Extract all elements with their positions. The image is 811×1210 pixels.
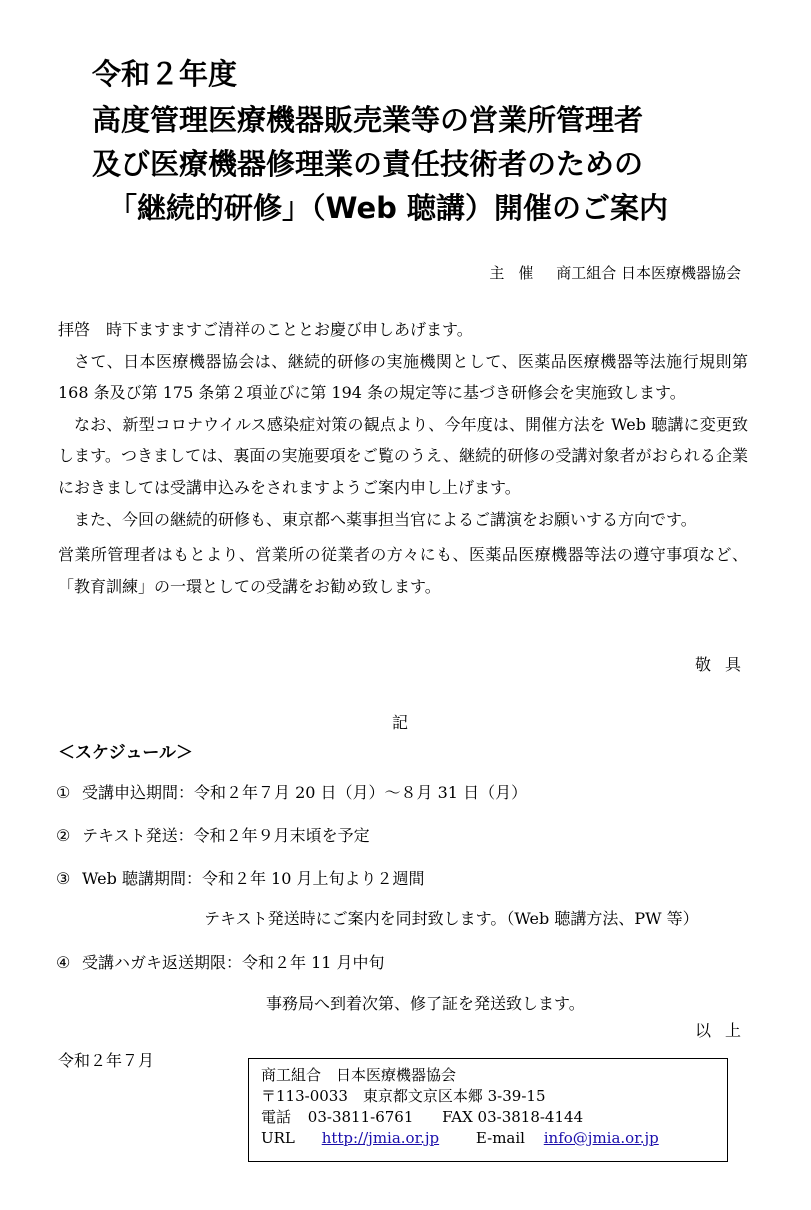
schedule-item [56, 823, 370, 846]
schedule-item-text: テキスト発送：令和２年９月末頃を予定 [82, 826, 370, 845]
greeting-paragraph: 拝啓 時下ますますご清祥のこととお慶び申しあげます。 [58, 320, 473, 339]
paragraph-web: なお、新型コロナウイルス感染症対策の観点より、今年度は、開催方法を Web 聴講に変更致します。つきましては、裏面の実施要項をご覧のうえ、継続的研修の受講対象者がおられる企業におきましては受講申込みをされますようご案内申し上げます。 [58, 414, 748, 497]
schedule-title: ＜スケジュール＞ [58, 743, 193, 763]
contact-org: 商工組合 日本医療機器協会 [261, 1066, 457, 1084]
title-line-2: 高度管理医療機器販売業等の営業所管理者 [92, 103, 644, 137]
issue-date: 令和２年７月 [58, 1051, 155, 1070]
paragraph-lecture: また、今回の継続的研修も、東京都へ薬事担当官によるご講演をお願いする方向です。 [74, 510, 697, 529]
schedule-item-number: ③ [56, 869, 71, 888]
schedule-note-certificate: 事務局へ到着次第、修了証を発送致します。 [266, 994, 585, 1013]
schedule-item-number: ④ [56, 953, 71, 972]
organizer-name: 商工組合 日本医療機器協会 [556, 264, 741, 282]
schedule-item-number: ① [56, 783, 71, 802]
letter-body [58, 314, 748, 602]
closing-keigu: 敬具 [694, 655, 755, 674]
email-label: E-mail [475, 1129, 525, 1147]
phone-number: 03-3811-6761 [307, 1108, 414, 1126]
url-label: URL [261, 1129, 295, 1147]
title-line-3: 及び医療機器修理業の責任技術者のための [92, 147, 644, 181]
organizer-label: 主催 [489, 264, 548, 282]
schedule-item-text: 受講ハガキ返送期限：令和２年 11 月中旬 [82, 953, 385, 972]
schedule-note-web: テキスト発送時にご案内を同封致します。（Web 聴講方法、PW 等） [204, 909, 699, 928]
email-link[interactable]: info@jmia.or.jp [543, 1129, 659, 1147]
organizer [489, 262, 741, 283]
paragraph-purpose: さて、日本医療機器協会は、継続的研修の実施機関として、医薬品医療機器等法施行規則第 168 条及び第 175 条第２項並びに第 194 条の規定等に基づき研修会を実施致します。 [58, 351, 748, 402]
phone-label: 電話 [261, 1108, 292, 1126]
paragraph-recommend: 営業所管理者はもとより、営業所の従業者の方々にも、医薬品医療機器等法の遵守事項など、「教育訓練」の一環としての受講をお勧め致します。 [58, 545, 748, 596]
title-line-1: 令和２年度 [92, 57, 238, 91]
ki-mark: 記 [392, 713, 409, 732]
schedule-item-text: 受講申込期間：令和２年７月 20 日（月）～８月 31 日（月） [82, 783, 528, 802]
schedule-item [56, 866, 424, 889]
contact-box [248, 1058, 728, 1162]
contact-address: 〒113-0033 東京都文京区本郷 3-39-15 [261, 1087, 546, 1105]
schedule-item-number: ② [56, 826, 71, 845]
contact-phone-line [261, 1107, 715, 1128]
title-line-4: 「継続的研修」（Web 聴講）開催のご案内 [108, 191, 668, 225]
schedule-item [56, 950, 385, 973]
closing-ijou: 以上 [694, 1021, 755, 1040]
fax-number: FAX 03-3818-4144 [442, 1108, 584, 1126]
contact-web-line [261, 1128, 715, 1149]
schedule-item [56, 780, 527, 803]
website-link[interactable]: http://jmia.or.jp [321, 1129, 440, 1147]
schedule-item-text: Web 聴講期間：令和２年 10 月上旬より２週間 [82, 869, 425, 888]
